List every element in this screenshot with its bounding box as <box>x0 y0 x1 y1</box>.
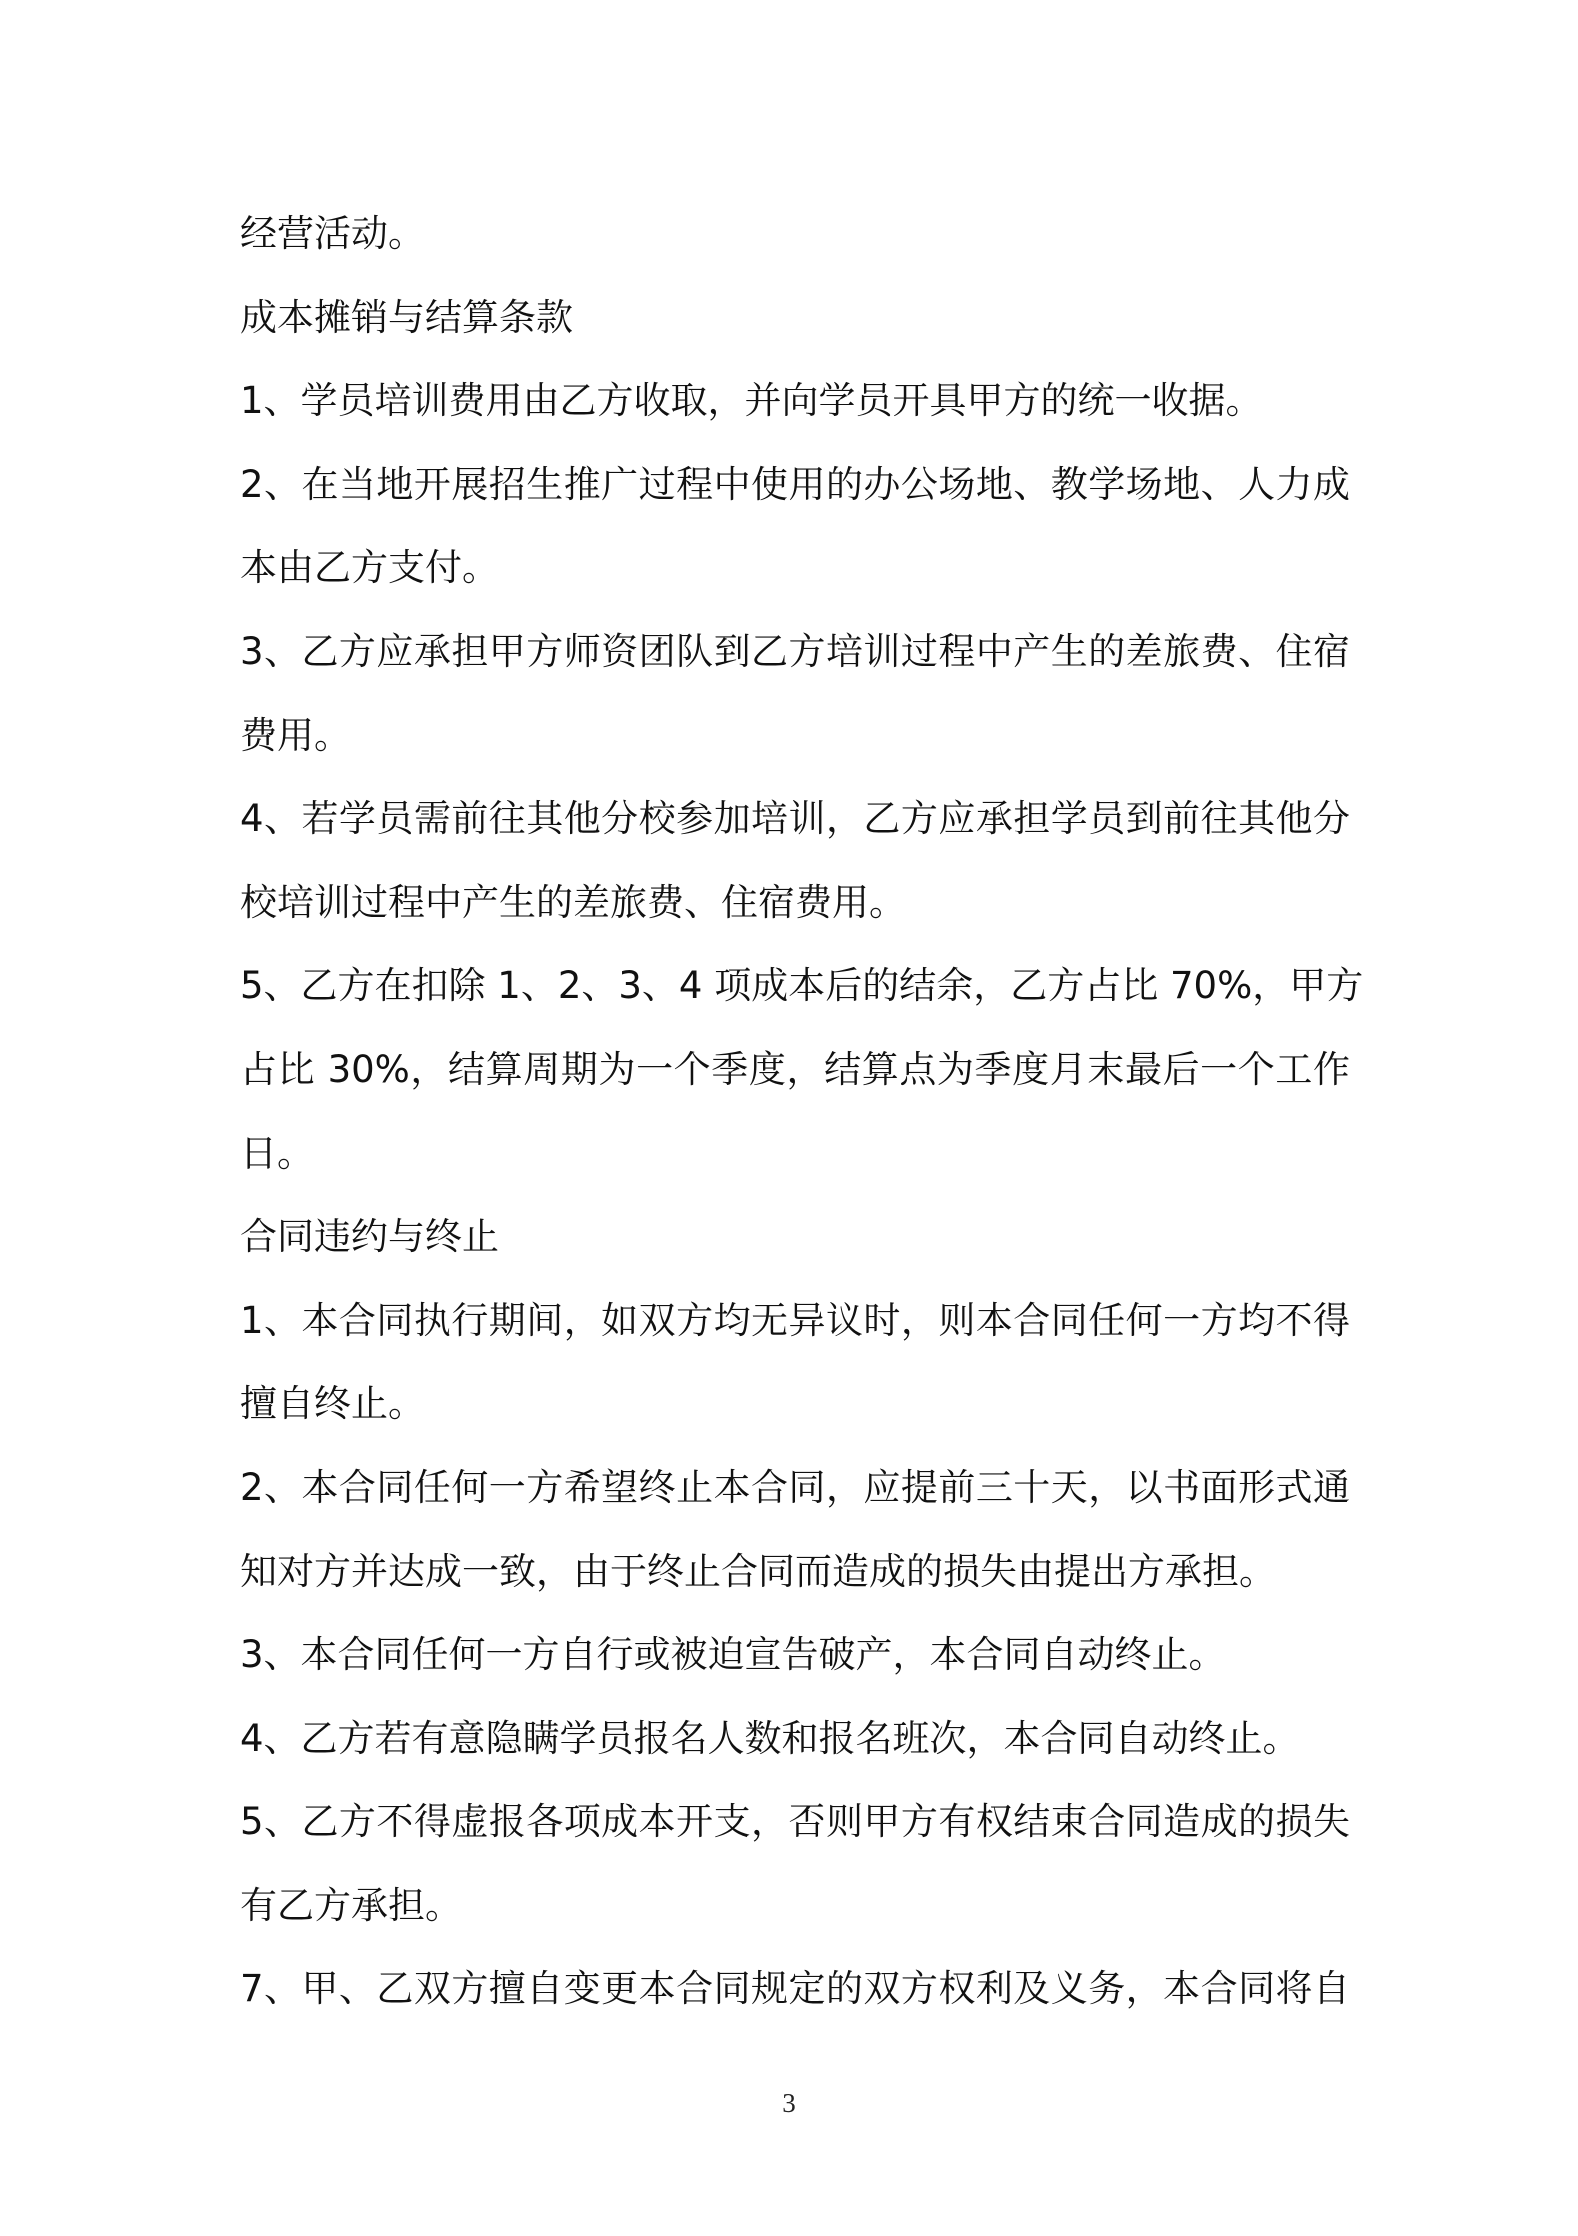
page-number: 3 <box>782 2088 796 2118</box>
text-line: 5、乙方在扣除 1、2、3、4 项成本后的结余，乙方占比 70%，甲方 <box>240 964 1364 1008</box>
text-line: 4、乙方若有意隐瞒学员报名人数和报名班次，本合同自动终止。 <box>240 1716 1300 1760</box>
text-line: 5、乙方不得虚报各项成本开支，否则甲方有权结束合同造成的损失 <box>240 1800 1350 1844</box>
text-line: 2、在当地开展招生推广过程中使用的办公场地、教学场地、人力成 <box>240 462 1350 506</box>
text-line: 4、若学员需前往其他分校参加培训，乙方应承担学员到前往其他分 <box>240 797 1350 841</box>
text-line: 占比 30%，结算周期为一个季度，结算点为季度月末最后一个工作 <box>240 1047 1350 1091</box>
text-line: 3、乙方应承担甲方师资团队到乙方培训过程中产生的差旅费、住宿 <box>240 629 1350 673</box>
text-line: 有乙方承担。 <box>240 1883 462 1927</box>
text-line: 合同违约与终止 <box>240 1215 499 1259</box>
text-line: 本由乙方支付。 <box>240 546 499 590</box>
text-line: 经营活动。 <box>240 212 425 255</box>
text-line: 擅自终止。 <box>240 1382 425 1426</box>
text-line: 1、学员培训费用由乙方收取，并向学员开具甲方的统一收据。 <box>240 379 1263 423</box>
text-line: 7、甲、乙双方擅自变更本合同规定的双方权利及义务，本合同将自 <box>240 1967 1350 2011</box>
text-line: 1、本合同执行期间，如双方均无异议时，则本合同任何一方均不得 <box>240 1298 1350 1342</box>
text-line: 知对方并达成一致，由于终止合同而造成的损失由提出方承担。 <box>240 1549 1276 1593</box>
text-line: 校培训过程中产生的差旅费、住宿费用。 <box>240 880 906 924</box>
text-line: 日。 <box>240 1131 314 1175</box>
text-line: 2、本合同任何一方希望终止本合同，应提前三十天，以书面形式通 <box>240 1465 1350 1509</box>
text-line: 费用。 <box>240 713 351 757</box>
text-line: 3、本合同任何一方自行或被迫宣告破产，本合同自动终止。 <box>240 1633 1226 1677</box>
document-body <box>240 192 1364 2031</box>
text-line: 成本摊销与结算条款 <box>240 295 573 339</box>
